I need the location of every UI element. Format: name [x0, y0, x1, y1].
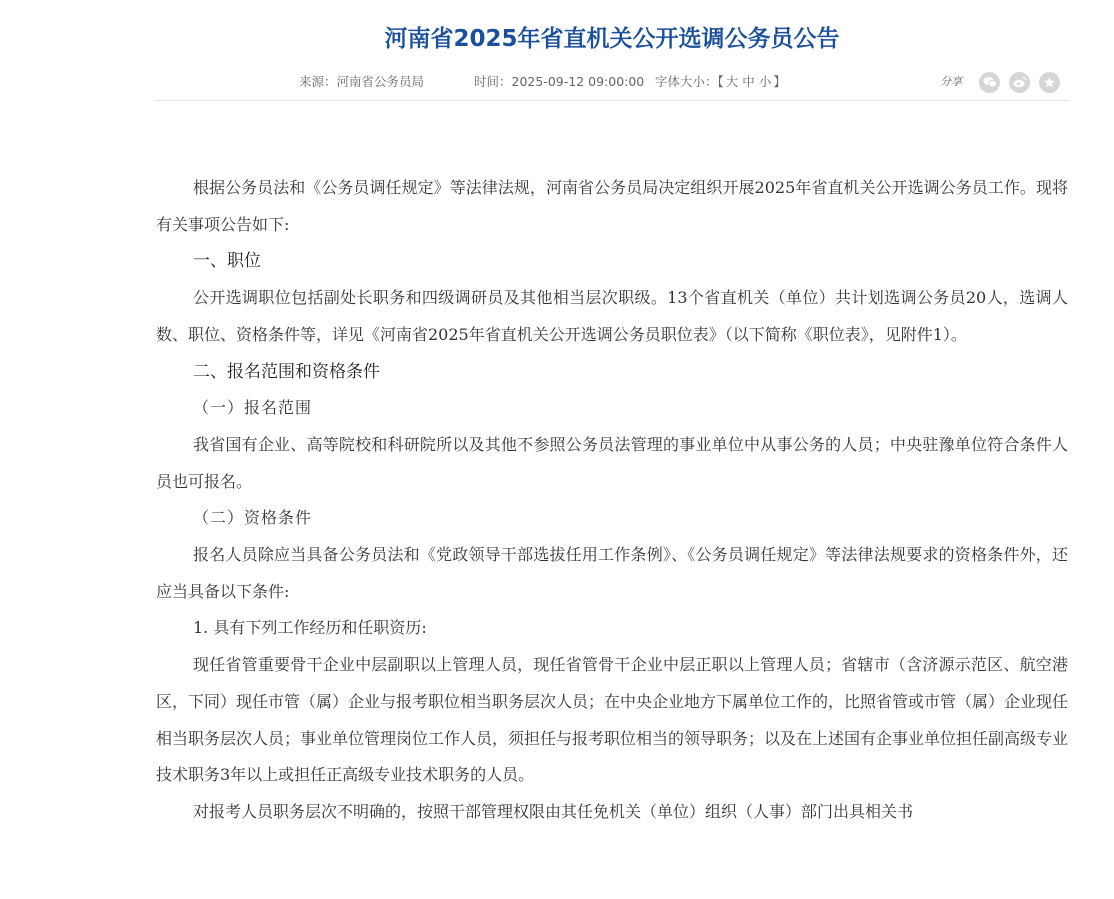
experience-paragraph: 现任省管重要骨干企业中层副职以上管理人员，现任省管骨干企业中层正职以上管理人员；省辖市（含济源示范区、航空港区，下同）现任市管（属）企业与报考职位相当职务层次人员；在中央企业地方下属单位工作的，比照省管或市管（属）企业现任相当职务层次人员；事业单位管理岗位工作人员，须担任与报考职位相当的领导职务；以及在上述国有企事业单位担任副高级专业技术职务3年以上或担任正高级专业技术职务的人员。	[156, 655, 1069, 785]
intro-paragraph: 根据公务员法和《公务员调任规定》等法律法规，河南省公务员局决定组织开展2025年省直机关公开选调公务员工作。现将有关事项公告如下:	[156, 178, 1068, 234]
article-time: 时间：2025-09-12 09:00:00	[474, 74, 645, 89]
wechat-icon[interactable]	[979, 72, 1000, 93]
scope-paragraph: 我省国有企业、高等院校和科研院所以及其他不参照公务员法管理的事业单位中从事公务的人员；中央驻豫单位符合条件人员也可报名。	[156, 434, 1068, 491]
article-body	[156, 170, 1068, 831]
font-size-large-button[interactable]: 大	[725, 74, 739, 89]
subheading-scope: （一）报名范围	[193, 398, 313, 418]
font-size-medium-button[interactable]: 中	[742, 74, 755, 89]
font-size-bracket-open: 【	[717, 74, 724, 89]
subheading-qualifications: （二）资格条件	[193, 508, 313, 528]
font-size-bracket-close: 】	[773, 74, 786, 89]
article-meta	[156, 70, 1068, 94]
positions-paragraph: 公开选调职位包括副处长职务和四级调研员及其他相当层次职级。13个省直机关（单位）共计划选调公务员20人，选调人数、职位、资格条件等，详见《河南省2025年省直机关公开选调公务员职位表》（以下简称《职位表》，见附件1）。	[156, 288, 1068, 344]
share-bar	[940, 70, 1060, 94]
article-source: 来源：河南省公务员局	[299, 74, 425, 89]
header-divider	[156, 100, 1068, 101]
item-experience-heading: 1. 具有下列工作经历和任职资历:	[193, 618, 427, 638]
weibo-icon[interactable]	[1009, 72, 1030, 93]
font-size-control	[655, 70, 786, 94]
font-size-small-button[interactable]: 小	[758, 74, 772, 89]
share-label: 分享	[940, 75, 962, 88]
article-title: 河南省2025年省直机关公开选调公务员公告	[384, 26, 840, 52]
section-heading-positions: 一、职位	[193, 251, 261, 272]
section-heading-eligibility: 二、报名范围和资格条件	[193, 361, 380, 382]
experience-note-paragraph: 对报考人员职务层次不明确的，按照干部管理权限由其任免机关（单位）组织（人事）部门出具相关书	[193, 801, 914, 821]
font-size-label: 字体大小：	[655, 74, 718, 89]
favorite-star-icon[interactable]	[1039, 72, 1060, 93]
qualifications-paragraph: 报名人员除应当具备公务员法和《党政领导干部选拔任用工作条例》、《公务员调任规定》等法律法规要求的资格条件外，还应当具备以下条件:	[156, 545, 1068, 601]
